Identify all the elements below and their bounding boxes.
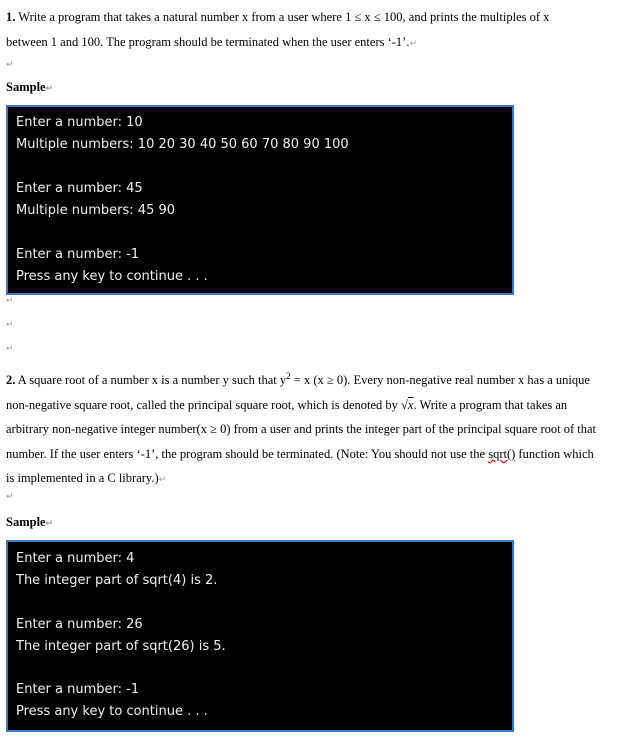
console-line: Multiple numbers: 45 90	[16, 203, 176, 218]
problem-2-text	[6, 364, 632, 493]
problem-2-line-2a: non-negative square root, called the principal square root, which is denoted by √	[6, 397, 408, 412]
sample-heading-1: Sample↵	[6, 80, 54, 94]
paragraph-mark-icon: ↵	[6, 296, 14, 306]
sample-heading-2: Sample↵	[6, 515, 54, 529]
console-line: Enter a number: 45	[16, 181, 143, 196]
problem-1-line-1: Write a program that takes a natural number x from a user where 1 ≤ x ≤ 100, and prints the multiples of x	[15, 10, 550, 24]
console-line: The integer part of sqrt(26) is 5.	[16, 639, 226, 654]
problem-2-line-5: is implemented in a C library.)	[6, 471, 159, 486]
sample-console-1	[6, 105, 514, 295]
problem-2-line-4b: function which	[515, 446, 594, 461]
paragraph-mark-icon: ↵	[6, 320, 14, 330]
sqrt-function-name: sqrt()	[488, 446, 516, 461]
paragraph-mark-icon: ↵	[6, 60, 14, 70]
problem-2-line-4a: number. If the user enters ‘-1’, the program should be terminated. (Note: You should not use the	[6, 446, 489, 461]
problem-1-line-2: between 1 and 100. The program should be terminated when the user enters ‘-1’.	[6, 34, 410, 49]
sqrt-radicand: x	[407, 397, 414, 412]
paragraph-mark-icon: ↵	[409, 38, 418, 49]
paragraph-mark-icon: ↵	[45, 84, 54, 94]
problem-2-line-2b: . Write a program that takes an	[413, 397, 568, 412]
problem-1-number: 1.	[6, 10, 16, 24]
console-line: Enter a number: -1	[16, 247, 140, 262]
paragraph-mark-icon: ↵	[45, 519, 54, 529]
problem-2-number: 2.	[6, 373, 16, 388]
problem-2-line-3: arbitrary non-negative integer number(x ≥ 0) from a user and prints the integer part of the principal square root of that	[6, 422, 596, 437]
exponent: 2	[286, 371, 291, 381]
console-line: Enter a number: 4	[16, 551, 135, 566]
paragraph-mark-icon: ↵	[158, 475, 167, 486]
problem-2-line-1b: = x (x ≥ 0). Every non-negative real number x has a unique	[290, 373, 590, 388]
console-line: Multiple numbers: 10 20 30 40 50 60 70 80 90 100	[16, 137, 349, 152]
console-line: Press any key to continue . . .	[16, 269, 208, 284]
console-line: Enter a number: 10	[16, 115, 143, 130]
console-line: Press any key to continue . . .	[16, 704, 208, 719]
console-line: The integer part of sqrt(4) is 2.	[16, 573, 218, 588]
paragraph-mark-icon: ↵	[6, 492, 14, 502]
sample-console-2	[6, 540, 514, 732]
problem-2-line-1a: A square root of a number x is a number y such that y	[15, 373, 287, 388]
problem-1-text	[6, 5, 632, 56]
paragraph-mark-icon: ↵	[6, 344, 14, 354]
console-line: Enter a number: -1	[16, 682, 140, 697]
console-line: Enter a number: 26	[16, 617, 143, 632]
